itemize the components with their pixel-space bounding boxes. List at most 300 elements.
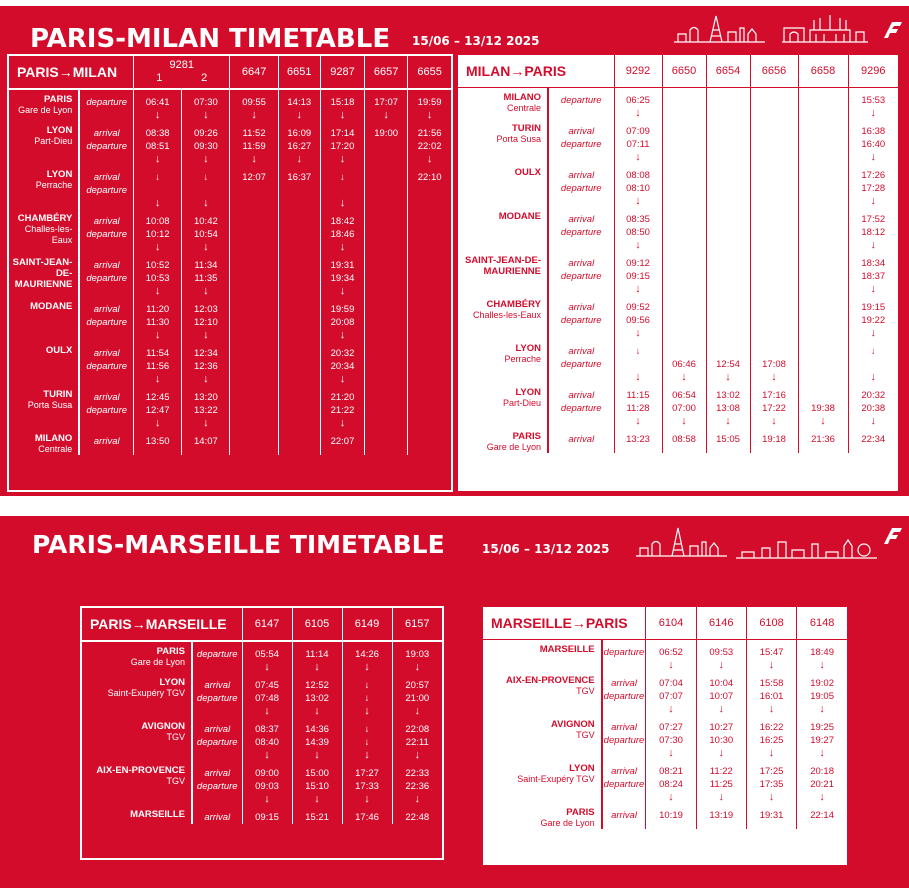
departure-time: 17:28 <box>861 183 886 194</box>
train-number: 6108 <box>746 607 796 640</box>
arrow-down-icon: ↓ <box>718 659 725 671</box>
time-cell <box>848 119 898 163</box>
time-cell <box>662 295 706 339</box>
station-name-cell <box>458 251 548 295</box>
departure-time <box>365 228 407 241</box>
stop-type-cell <box>79 297 133 341</box>
arrow-down-icon <box>365 417 407 429</box>
departure-time <box>365 140 407 153</box>
departure-time: 22:34 <box>861 434 886 445</box>
time-cell <box>230 121 278 165</box>
station-subname: Centrale <box>38 444 73 454</box>
frecciarossa-logo <box>880 18 904 40</box>
departure-time <box>279 272 320 285</box>
stop-type-label: arrival <box>611 810 637 821</box>
departure-time <box>230 360 277 373</box>
departure-time: 12:47 <box>145 405 170 416</box>
departure-time: 07:45 <box>255 680 279 691</box>
station-name-cell <box>82 761 192 805</box>
departure-time <box>799 125 848 138</box>
stop-type-label: departure <box>86 141 128 152</box>
departure-time <box>408 215 451 228</box>
departure-time: 19:15 <box>861 302 886 313</box>
arrow-down-icon: ↓ <box>203 417 209 429</box>
train-number: 6157 <box>392 608 442 641</box>
departure-time <box>230 404 277 417</box>
departure-time: 16:38 <box>861 126 886 137</box>
arrow-down-icon <box>799 195 848 207</box>
time-cell <box>342 641 392 673</box>
arrow-down-icon <box>279 417 320 429</box>
time-cell <box>342 805 392 824</box>
station-name: LYON <box>515 387 541 398</box>
time-cell <box>182 341 230 385</box>
departure-time: 20:34 <box>330 361 355 372</box>
departure-time: 11:22 <box>709 766 733 777</box>
departure-time <box>279 435 320 448</box>
time-cell <box>242 805 292 824</box>
stop-type-label: arrival <box>93 260 120 271</box>
departure-time: 20:57 <box>405 680 430 691</box>
departure-time <box>751 270 798 283</box>
departure-time: 15:00 <box>305 768 329 779</box>
departure-time: 17:33 <box>355 781 379 792</box>
departure-time: 14:07 <box>193 436 218 447</box>
departure-time <box>751 257 798 270</box>
time-cell <box>797 671 847 715</box>
departure-time: 09:00 <box>255 768 279 779</box>
station-name-cell <box>9 165 79 209</box>
stop-type-label: departure <box>86 273 128 284</box>
station-name: MODANE <box>30 301 73 312</box>
train-number: 6647 <box>230 56 278 89</box>
stop-type-cell <box>192 805 242 824</box>
time-cell <box>706 251 750 295</box>
departure-time <box>279 228 320 241</box>
departure-time: 15:18 <box>330 97 355 108</box>
time-cell <box>662 383 706 427</box>
arrow-down-icon <box>365 153 407 165</box>
arrow-down-icon: ↓ <box>203 153 209 165</box>
departure-time <box>365 404 407 417</box>
station-name: TURIN <box>511 123 541 134</box>
departure-time: 18:12 <box>861 227 886 238</box>
station-name: LYON <box>159 677 185 688</box>
direction-label: MARSEILLE→PARIS <box>483 607 646 640</box>
departure-time: 19:31 <box>330 260 355 271</box>
stop-type-label: arrival <box>204 812 231 823</box>
stop-type-cell <box>79 89 133 121</box>
stop-type-cell <box>192 761 242 805</box>
departure-time: 08:10 <box>626 183 650 194</box>
departure-time <box>279 184 320 197</box>
departure-time: 20:08 <box>330 317 355 328</box>
departure-time <box>707 226 750 239</box>
milan-to-paris-table <box>458 55 898 453</box>
departure-time: 19:31 <box>759 810 784 821</box>
departure-time: 09:15 <box>255 812 279 823</box>
departure-time: 17:52 <box>861 214 886 225</box>
departure-time: 10:54 <box>193 229 218 240</box>
departure-time <box>365 171 407 184</box>
time-cell <box>392 805 442 824</box>
time-cell <box>134 429 182 455</box>
stop-type-cell <box>548 119 614 163</box>
arrow-down-icon: ↓ <box>426 153 433 165</box>
departure-time <box>799 94 848 107</box>
time-cell <box>230 89 278 121</box>
station-row <box>82 717 442 761</box>
arrow-down-icon: ↓ <box>203 172 209 183</box>
arrow-down-icon <box>408 285 451 297</box>
time-cell <box>182 297 230 341</box>
stop-type-label: arrival <box>204 680 231 691</box>
train-number: 6105 <box>292 608 342 641</box>
departure-time: 06:46 <box>672 359 696 370</box>
time-cell <box>182 89 230 121</box>
time-cell <box>696 671 746 715</box>
time-cell <box>662 339 706 383</box>
station-name-cell <box>9 209 79 253</box>
departure-time <box>751 138 798 151</box>
departure-time: 12:54 <box>716 359 740 370</box>
departure-time: 06:52 <box>659 647 683 658</box>
arrow-down-icon <box>751 239 798 251</box>
departure-time: 08:58 <box>672 434 696 445</box>
arrow-down-icon: ↓ <box>314 749 320 761</box>
station-name: PARIS <box>156 646 185 657</box>
departure-time <box>707 169 750 182</box>
departure-time: 15:21 <box>305 812 329 823</box>
marseille-to-paris-panel <box>482 606 848 866</box>
station-subname: Porta Susa <box>27 400 73 410</box>
arrow-down-icon: ↓ <box>339 153 346 165</box>
departure-time: 20:18 <box>810 766 834 777</box>
arrow-down-icon <box>279 241 320 253</box>
time-cell <box>408 209 451 253</box>
train-number: 6148 <box>797 607 847 640</box>
time-cell <box>320 165 364 209</box>
time-cell <box>706 295 750 339</box>
time-cell <box>746 715 796 759</box>
arrow-down-icon: ↓ <box>264 793 270 805</box>
arrow-down-icon: ↓ <box>870 415 877 427</box>
departure-time: 11:15 <box>626 390 650 401</box>
time-cell <box>408 429 451 455</box>
time-cell <box>662 207 706 251</box>
time-cell <box>797 715 847 759</box>
stop-type-label: departure <box>560 95 602 106</box>
station-row <box>9 165 451 209</box>
stop-type-cell <box>548 427 614 453</box>
departure-time: 19:27 <box>810 735 834 746</box>
arrow-down-icon <box>408 329 451 341</box>
time-cell <box>365 89 408 121</box>
time-cell <box>798 163 848 207</box>
departure-time: 11:20 <box>146 304 170 315</box>
departure-time: 22:08 <box>405 724 430 735</box>
departure-time: 07:11 <box>626 139 650 150</box>
departure-time: 18:49 <box>810 647 834 658</box>
arrow-down-icon <box>408 241 451 253</box>
station-row <box>483 640 847 672</box>
departure-time <box>707 314 750 327</box>
departure-time: 10:08 <box>145 216 170 227</box>
train-number: 6656 <box>750 55 798 88</box>
time-cell <box>746 759 796 803</box>
arrow-down-icon: ↓ <box>635 195 641 207</box>
stop-type-label: arrival <box>568 170 595 181</box>
departure-time: 17:27 <box>355 768 379 779</box>
station-row <box>458 163 898 207</box>
time-cell <box>230 341 278 385</box>
schedule-body <box>458 88 898 454</box>
marseille-timetable-band <box>0 516 909 888</box>
arrow-down-icon: ↓ <box>635 327 641 339</box>
train-number: 6149 <box>342 608 392 641</box>
departure-time: 05:54 <box>255 649 279 660</box>
stop-type-label: arrival <box>93 436 120 447</box>
time-cell <box>750 339 798 383</box>
time-cell <box>798 383 848 427</box>
arrow-down-icon: ↓ <box>768 703 775 715</box>
station-subname: Gare de Lyon <box>540 818 595 828</box>
time-cell <box>292 805 342 824</box>
arrow-down-icon: ↓ <box>364 661 370 673</box>
time-cell <box>182 429 230 455</box>
station-row <box>82 641 442 673</box>
arrow-down-icon: ↓ <box>339 109 346 121</box>
time-cell <box>750 295 798 339</box>
arrow-down-icon: ↓ <box>668 747 674 759</box>
arrow-down-icon: ↓ <box>296 153 303 165</box>
departure-time: 22:33 <box>405 768 430 779</box>
arrow-down-icon: ↓ <box>820 415 826 427</box>
stop-type-label: arrival <box>204 768 231 779</box>
stop-type-label: arrival <box>568 126 595 137</box>
stop-type-label: arrival <box>93 128 120 139</box>
stop-type-cell <box>548 339 614 383</box>
station-row <box>458 383 898 427</box>
departure-time <box>365 184 407 197</box>
station-name: AVIGNON <box>551 719 595 730</box>
time-cell <box>696 640 746 672</box>
station-subname: Gare de Lyon <box>486 442 541 452</box>
station-row <box>458 207 898 251</box>
arrow-down-icon: ↓ <box>635 283 641 295</box>
time-cell <box>798 88 848 120</box>
station-name: TURIN <box>43 389 73 400</box>
time-cell <box>292 641 342 673</box>
time-cell <box>706 163 750 207</box>
time-cell <box>134 297 182 341</box>
schedule-body <box>483 640 847 830</box>
departure-time <box>663 182 706 195</box>
departure-time: 21:20 <box>330 392 355 403</box>
departure-time <box>279 259 320 272</box>
station-name: LYON <box>515 343 541 354</box>
departure-time: 13:08 <box>716 403 740 414</box>
arrow-down-icon: ↓ <box>768 747 775 759</box>
departure-time: 18:34 <box>861 258 886 269</box>
arrow-down-icon <box>707 151 750 163</box>
departure-time: 12:07 <box>242 172 266 183</box>
schedule-body <box>9 89 451 455</box>
departure-time: 07:30 <box>659 735 683 746</box>
departure-time: 08:24 <box>659 779 683 790</box>
stop-type-cell <box>602 759 646 803</box>
arrow-down-icon: ↓ <box>635 346 641 357</box>
stop-type-cell <box>79 209 133 253</box>
stop-type-cell <box>79 429 133 455</box>
station-row <box>9 429 451 455</box>
time-cell <box>614 163 662 207</box>
station-row <box>9 341 451 385</box>
departure-time: 12:45 <box>145 392 170 403</box>
time-cell <box>278 89 320 121</box>
arrow-down-icon: ↓ <box>725 415 731 427</box>
arrow-down-icon: ↓ <box>870 371 877 383</box>
time-cell <box>614 427 662 453</box>
station-name: AIX-EN-PROVENCE <box>505 675 595 686</box>
arrow-down-icon: ↓ <box>668 659 674 671</box>
station-row <box>9 121 451 165</box>
departure-time: 11:34 <box>194 260 218 271</box>
station-name-cell <box>9 385 79 429</box>
time-cell <box>614 207 662 251</box>
departure-time: 11:30 <box>146 317 170 328</box>
station-name-cell <box>82 641 192 673</box>
station-row <box>458 251 898 295</box>
stop-type-label: departure <box>603 691 645 702</box>
departure-time: 13:02 <box>305 693 329 704</box>
time-cell <box>408 385 451 429</box>
time-cell <box>408 297 451 341</box>
time-cell <box>646 803 696 829</box>
arrow-down-icon <box>663 239 706 251</box>
time-cell <box>746 803 796 829</box>
arrow-down-icon <box>365 285 407 297</box>
time-cell <box>408 341 451 385</box>
time-cell <box>292 717 342 761</box>
time-cell <box>797 803 847 829</box>
departure-time: 22:48 <box>405 812 430 823</box>
stop-type-cell <box>192 673 242 717</box>
departure-time <box>751 169 798 182</box>
direction-label: MILAN→PARIS <box>458 55 614 88</box>
station-row <box>458 427 898 453</box>
marseille-skyline-icon <box>734 532 879 560</box>
paris-to-marseille-panel <box>80 606 444 860</box>
arrow-down-icon: ↓ <box>718 791 725 803</box>
departure-time <box>279 360 320 373</box>
departure-time <box>751 301 798 314</box>
arrow-down-icon: ↓ <box>383 109 389 121</box>
departure-time: 22:36 <box>405 781 430 792</box>
departure-time <box>365 391 407 404</box>
arrow-down-icon: ↓ <box>635 107 641 119</box>
stop-type-cell <box>602 715 646 759</box>
arrow-down-icon: ↓ <box>819 791 825 803</box>
departure-time: 09:56 <box>626 315 650 326</box>
station-name: MARSEILLE <box>539 644 595 655</box>
arrow-down-icon <box>663 327 706 339</box>
departure-time: 19:25 <box>810 722 834 733</box>
departure-time: 17:20 <box>330 141 355 152</box>
departure-time <box>230 184 277 197</box>
departure-time: 06:54 <box>672 390 696 401</box>
train-number: 9287 <box>320 56 364 89</box>
arrow-down-icon: ↓ <box>296 109 303 121</box>
time-cell <box>408 165 451 209</box>
departure-time: 06:25 <box>626 95 650 106</box>
time-cell <box>706 207 750 251</box>
time-cell <box>750 207 798 251</box>
departure-time <box>799 182 848 195</box>
departure-time: 15:53 <box>861 95 886 106</box>
departure-time: 13:02 <box>716 390 740 401</box>
departure-time <box>408 303 451 316</box>
departure-time <box>408 259 451 272</box>
departure-time: 12:52 <box>305 680 329 691</box>
departure-time <box>751 226 798 239</box>
time-cell <box>798 251 848 295</box>
arrow-down-icon <box>230 329 277 341</box>
time-cell <box>230 429 278 455</box>
departure-time <box>663 125 706 138</box>
arrow-down-icon: ↓ <box>154 109 161 121</box>
time-cell <box>230 209 278 253</box>
arrow-down-icon: ↓ <box>414 793 421 805</box>
departure-time: 07:09 <box>626 126 650 137</box>
time-cell <box>242 717 292 761</box>
stop-type-cell <box>79 253 133 297</box>
time-cell <box>182 385 230 429</box>
time-cell <box>848 88 898 120</box>
departure-time <box>663 94 706 107</box>
departure-time <box>799 270 848 283</box>
time-cell <box>614 88 662 120</box>
arrow-down-icon <box>230 241 277 253</box>
stop-type-label: arrival <box>93 392 120 403</box>
station-name-cell <box>458 163 548 207</box>
departure-time: 16:25 <box>759 735 784 746</box>
departure-time: 11:52 <box>242 128 266 139</box>
stop-type-cell <box>548 88 614 120</box>
station-name-cell <box>483 759 602 803</box>
arrow-down-icon: ↓ <box>340 172 345 183</box>
stop-type-label: departure <box>86 317 128 328</box>
departure-time <box>230 316 277 329</box>
departure-time <box>799 226 848 239</box>
time-cell <box>392 641 442 673</box>
departure-time <box>707 257 750 270</box>
arrow-down-icon: ↓ <box>264 705 270 717</box>
departure-time: 09:12 <box>626 258 650 269</box>
arrow-down-icon <box>365 373 407 385</box>
arrow-down-icon <box>799 283 848 295</box>
stop-type-label: departure <box>560 139 602 150</box>
arrow-down-icon: ↓ <box>203 109 209 121</box>
departure-time <box>230 215 277 228</box>
arrow-down-icon: ↓ <box>203 329 209 341</box>
departure-time: 19:59 <box>417 97 442 108</box>
departure-time: 20:32 <box>861 390 886 401</box>
departure-time: 17:35 <box>759 779 784 790</box>
time-cell <box>278 297 320 341</box>
departure-time <box>230 303 277 316</box>
arrow-down-icon: ↓ <box>635 371 641 383</box>
